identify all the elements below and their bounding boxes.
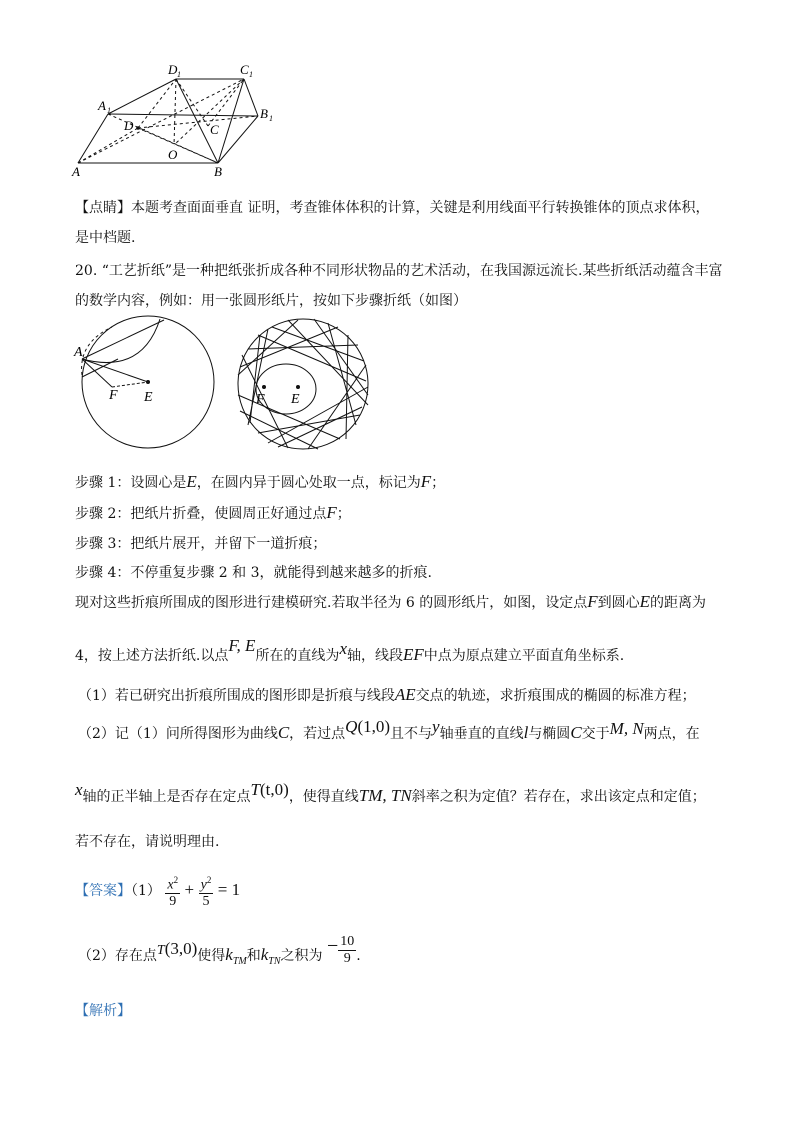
fraction-y2-5: $\frac{y^2}{5}$ xyxy=(199,872,214,911)
label-b1: B xyxy=(260,106,268,121)
question-1: （1）若已研究出折痕所围成的图形即是折痕与线段AE交点的轨迹，求折痕围成的椭圆的标准方程； xyxy=(78,685,696,704)
label-d: D xyxy=(124,118,134,133)
svg-text:1: 1 xyxy=(107,106,111,115)
svg-text:1: 1 xyxy=(249,70,253,79)
folding-figure-left xyxy=(72,315,222,453)
step-1: 步骤 1：设圆心是E，在圆内异于圆心处取一点，标记为F； xyxy=(75,472,446,491)
analysis-tag: 【解析】 xyxy=(75,1003,131,1019)
note-line-1: 【点睛】本题考查面面垂直 证明，考查锥体体积的计算，关键是利用线面平行转换锥体的顶点求体积， xyxy=(75,200,710,216)
label-o: O xyxy=(168,147,178,162)
note-line-2: 是中档题. xyxy=(75,230,136,246)
label-a1: A xyxy=(98,98,106,113)
paragraph-2: 4，按上述方法折纸.以点F, E所在的直线为x轴，线段EF中点为原点建立平面直角坐标系. xyxy=(75,636,625,664)
svg-text:A: A xyxy=(74,345,83,360)
svg-text:E: E xyxy=(291,392,300,407)
step-4: 步骤 4：不停重复步骤 2 和 3，就能得到越来越多的折痕. xyxy=(75,565,432,581)
step-3: 步骤 3：把纸片展开，并留下一道折痕； xyxy=(75,536,327,552)
label-d1: D xyxy=(168,62,178,77)
question-2-line-1: （2）记（1）问所得图形为曲线C，若过点Q(1,0)且不与y轴垂直的直线l与椭圆C交于M, N两点，在 xyxy=(78,717,700,742)
svg-text:1: 1 xyxy=(177,70,181,79)
folding-figure-right xyxy=(228,315,378,453)
answer-part-2: （2）存在点T(3,0)使得$k_{TM}$和$k_{TN}$之积为 − $\frac{10}{9}$ . xyxy=(78,933,361,967)
svg-text:E: E xyxy=(144,390,153,405)
svg-text:1: 1 xyxy=(269,114,273,123)
fraction-x2-9: $\frac{x^2}{9}$ xyxy=(165,872,180,911)
svg-text:F: F xyxy=(256,392,265,407)
question-2-line-3: 若不存在，请说明理由. xyxy=(75,834,220,850)
label-b: B xyxy=(214,164,222,179)
step-2: 步骤 2：把纸片折叠，使圆周正好通过点F； xyxy=(75,503,351,522)
problem-intro-2: 的数学内容，例如：用一张圆形纸片，按如下步骤折纸（如图） xyxy=(75,293,467,309)
label-a: A xyxy=(72,164,80,179)
label-c1: C xyxy=(240,62,249,77)
label-c: C xyxy=(210,122,219,137)
parallelepiped-figure xyxy=(70,58,290,183)
paragraph-1: 现对这些折痕所围成的图形进行建模研究.若取半径为 6 的圆形纸片，如图，设定点F到圆心E的距离为 xyxy=(75,592,707,611)
problem-intro-1: 20. “工艺折纸”是一种把纸张折成各种不同形状物品的艺术活动，在我国源远流长.某些折纸活动蕴含丰富 xyxy=(75,263,723,279)
answer-tag: 【答案】 xyxy=(75,883,131,899)
fraction-10-9: $\frac{10}{9}$ xyxy=(340,933,355,966)
question-2-line-2: x轴的正半轴上是否存在定点T(t,0)，使得直线TM, TN斜率之积为定值？若存在，求出该定点和定值； xyxy=(75,780,706,805)
svg-text:F: F xyxy=(109,388,118,403)
answer-part-1: 【答案】（1） $\frac{x^2}{9}$ + $\frac{y^2}{5}$ = 1 xyxy=(75,870,240,910)
